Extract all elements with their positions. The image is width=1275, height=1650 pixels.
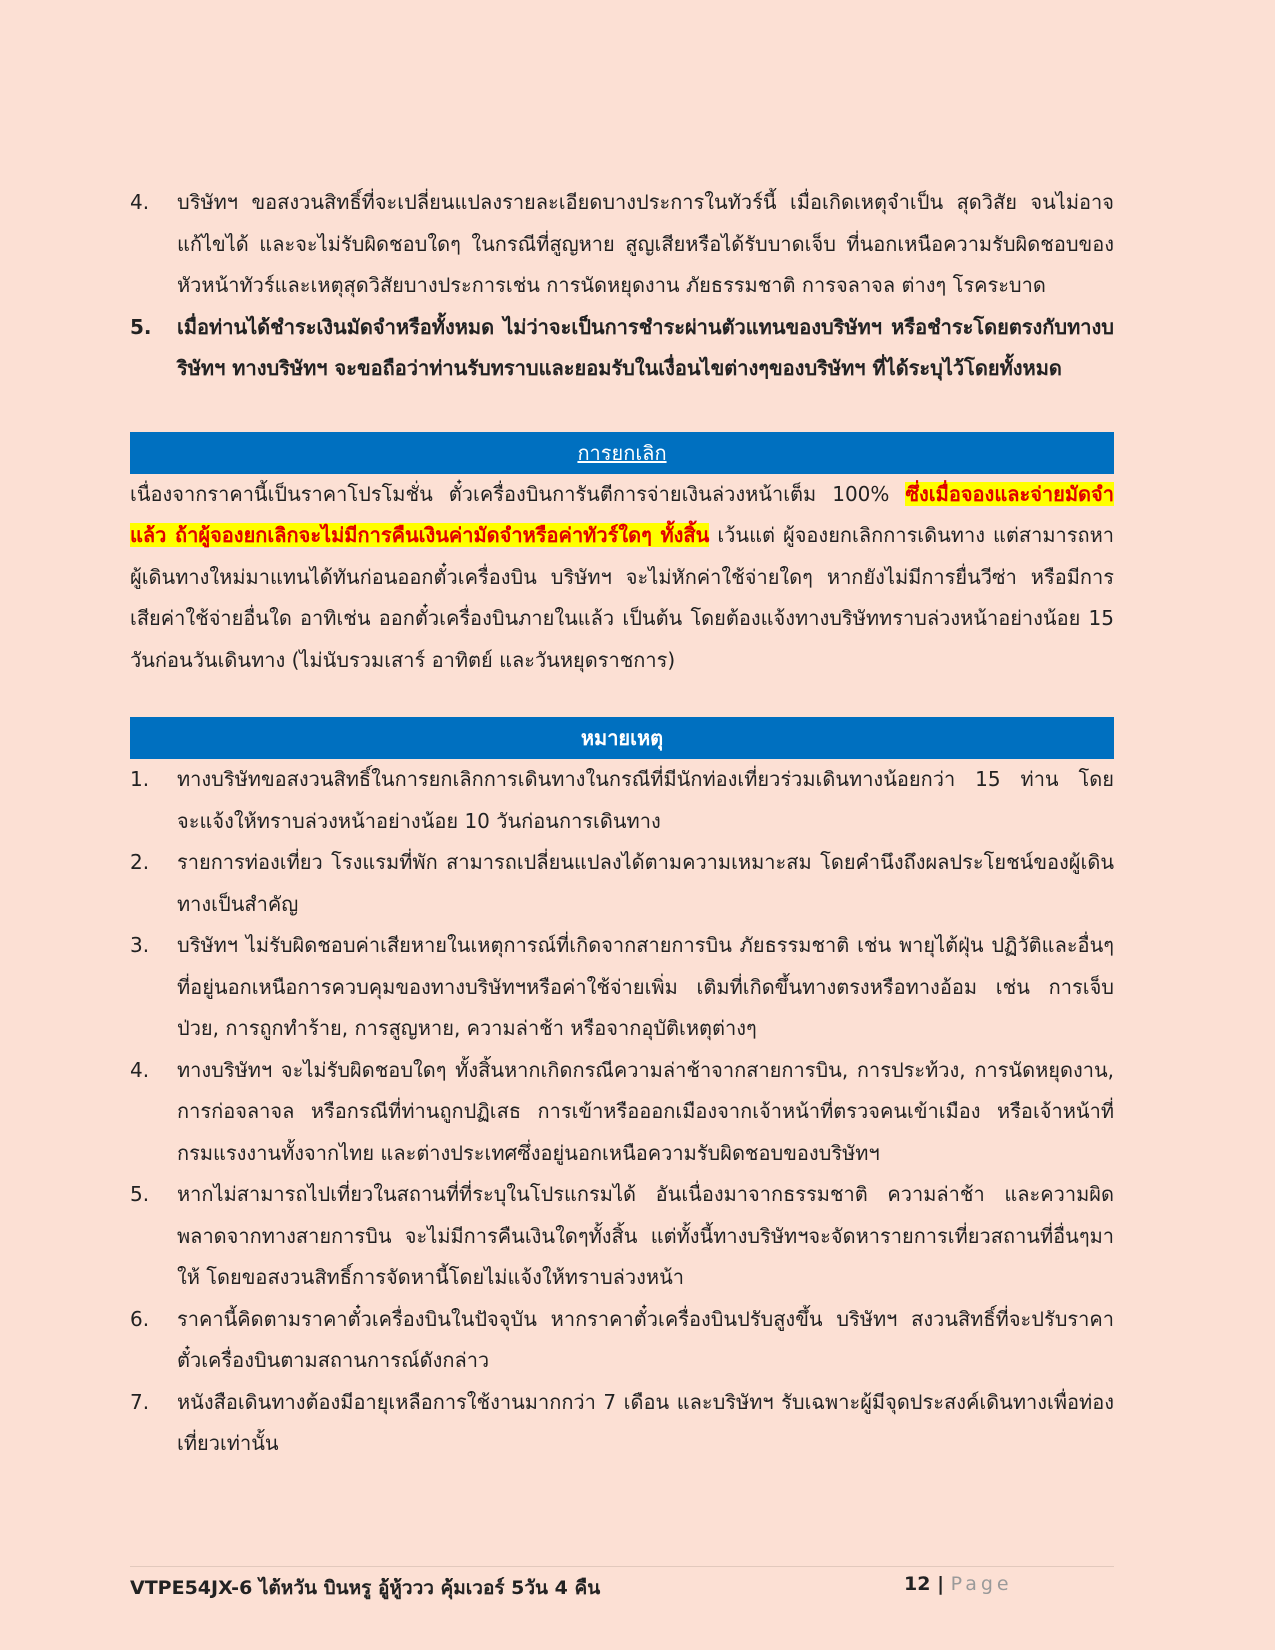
footer-page-label: [904, 1573, 1114, 1603]
cancellation-text-after: เว้นแต่ ผู้จองยกเลิกการเดินทาง แต่สามารถหาผู้เดินทางใหม่มาแทนได้ทันก่อนออกตั๋วเครื่องบิน บริษัทฯ จะไม่หักค่าใช้จ่ายใดๆ หากยังไม่มีการยื่นวีซ่า หรือมีการเสียค่าใช้จ่ายอื่นใด อาทิเช่น ออกตั๋วเครื่องบินภายในแล้ว เป็นต้น โดยต้องแจ้งทางบริษัททราบล่วงหน้าอย่างน้อย 15 วันก่อนวันเดินทาง (ไม่นับรวมเสาร์ อาทิตย์ และวันหยุดราชการ): [130, 523, 1115, 672]
term-item-4: [130, 182, 1114, 307]
remark-number: 3.: [130, 933, 150, 957]
document-body: [130, 182, 1114, 1465]
remark-number: 2.: [130, 850, 150, 874]
page-footer: [130, 1566, 1114, 1603]
term-number: 4.: [130, 190, 150, 214]
remark-text: หนังสือเดินทางต้องมีอายุเหลือการใช้งานมากกว่า 7 เดือน และบริษัทฯ รับเฉพาะผู้มีจุดประสงค์เดินทางเพื่อท่องเที่ยวเท่านั้น: [177, 1389, 1114, 1455]
remark-item: [130, 925, 1114, 1050]
term-text: บริษัทฯ ขอสงวนสิทธิ์ที่จะเปลี่ยนแปลงรายละเอียดบางประการในทัวร์นี้ เมื่อเกิดเหตุจำเป็น สุดวิสัย จนไม่อาจแก้ไขได้ และจะไม่รับผิดชอบใดๆ ในกรณีที่สูญหาย สูญเสียหรือได้รับบาดเจ็บ ที่นอกเหนือความรับผิดชอบของหัวหน้าทัวร์และเหตุสุดวิสัยบางประการเช่น การนัดหยุดงาน ภัยธรรมชาติ การจลาจล ต่างๆ โรคระบาด: [177, 190, 1114, 297]
footer-tour-title: VTPE54JX-6 ไต้หวัน บินหรู อู้หู้ววว คุ้มเวอร์ 5วัน 4 คืน: [130, 1577, 601, 1599]
remarks-list: [130, 759, 1114, 1465]
remarks-header: [130, 717, 1114, 759]
remark-text: บริษัทฯ ไม่รับผิดชอบค่าเสียหายในเหตุการณ์ที่เกิดจากสายการบิน ภัยธรรมชาติ เช่น พายุไต้ฝุ่น ปฏิวัติและอื่นๆที่อยู่นอกเหนือการควบคุมของทางบริษัทฯหรือค่าใช้จ่ายเพิ่ม เติมที่เกิดขึ้นทางตรงหรือทางอ้อม เช่น การเจ็บป่วย, การถูกทำร้าย, การสูญหาย, ความล่าช้า หรือจากอุบัติเหตุต่างๆ: [177, 933, 1114, 1040]
cancellation-highlight: ซึ่งเมื่อจองและจ่ายมัดจำแล้ว ถ้าผู้จองยกเลิกจะไม่มีการคืนเงินค่ามัดจำหรือค่าทัวร์ใดๆ ทั้งสิ้น: [130, 481, 1114, 547]
remark-number: 7.: [130, 1389, 150, 1414]
remark-item: [130, 1050, 1114, 1175]
cancellation-text-before: เนื่องจากราคานี้เป็นราคาโปรโมชั่น ตั๋วเครื่องบินการันตีการจ่ายเงินล่วงหน้าเต็ม 100%: [130, 481, 906, 506]
page-separator: |: [930, 1573, 951, 1595]
remark-item: [130, 1174, 1114, 1299]
remark-number: 5.: [130, 1182, 150, 1206]
remark-item: [130, 759, 1114, 842]
page-word: Page: [950, 1573, 1013, 1595]
remark-text: ราคานี้คิดตามราคาตั๋วเครื่องบินในปัจจุบัน หากราคาตั๋วเครื่องบินปรับสูงขึ้น บริษัทฯ สงวนสิทธิ์ที่จะปรับราคาตั๋วเครื่องบินตามสถานการณ์ดังกล่าว: [177, 1306, 1114, 1372]
remark-text: ทางบริษัทฯ จะไม่รับผิดชอบใดๆ ทั้งสิ้นหากเกิดกรณีความล่าช้าจากสายการบิน, การประท้วง, การนัดหยุดงาน, การก่อจลาจล หรือกรณีที่ท่านถูกปฏิเสธ การเข้าหรือออกเมืองจากเจ้าหน้าที่ตรวจคนเข้าเมือง หรือเจ้าหน้าที่กรมแรงงานทั้งจากไทย และต่างประเทศซึ่งอยู่นอกเหนือความรับผิดชอบของบริษัทฯ: [177, 1057, 1114, 1165]
remarks-title: หมายเหตุ: [580, 726, 664, 750]
term-item-5: [130, 307, 1114, 390]
term-number: 5.: [130, 314, 152, 339]
cancellation-header: [130, 432, 1114, 474]
remark-text: ทางบริษัทขอสงวนสิทธิ์ในการยกเลิกการเดินทางในกรณีที่มีนักท่องเที่ยวร่วมเดินทางน้อยกว่า 15 ท่าน โดยจะแจ้งให้ทราบล่วงหน้าอย่างน้อย 10 วันก่อนการเดินทาง: [177, 767, 1114, 833]
remark-item: [130, 1299, 1114, 1382]
remark-number: 4.: [130, 1057, 150, 1082]
cancellation-paragraph: [130, 474, 1114, 682]
remark-number: 6.: [130, 1306, 150, 1331]
remark-text: รายการท่องเที่ยว โรงแรมที่พัก สามารถเปลี่ยนแปลงได้ตามความเหมาะสม โดยคำนึงถึงผลประโยชน์ของผู้เดินทางเป็นสำคัญ: [177, 850, 1114, 916]
cancellation-title: การยกเลิก: [577, 440, 667, 465]
remark-item: [130, 842, 1114, 925]
page-number: 12: [904, 1573, 931, 1595]
remark-item: [130, 1382, 1114, 1465]
term-text: เมื่อท่านได้ชำระเงินมัดจำหรือทั้งหมด ไม่ว่าจะเป็นการชำระผ่านตัวแทนของบริษัทฯ หรือชำระโดยตรงกับทางบริษัทฯ ทางบริษัทฯ จะขอถือว่าท่านรับทราบและยอมรับในเงื่อนไขต่างๆของบริษัทฯ ที่ได้ระบุไว้โดยทั้งหมด: [177, 314, 1114, 380]
remark-number: 1.: [130, 767, 150, 791]
remark-text: หากไม่สามารถไปเที่ยวในสถานที่ที่ระบุในโปรแกรมได้ อันเนื่องมาจากธรรมชาติ ความล่าช้า และความผิดพลาดจากทางสายการบิน จะไม่มีการคืนเงินใดๆทั้งสิ้น แต่ทั้งนี้ทางบริษัทฯจะจัดหารายการเที่ยวสถานที่อื่นๆมาให้ โดยขอสงวนสิทธิ์การจัดหานี้โดยไม่แจ้งให้ทราบล่วงหน้า: [177, 1182, 1114, 1289]
